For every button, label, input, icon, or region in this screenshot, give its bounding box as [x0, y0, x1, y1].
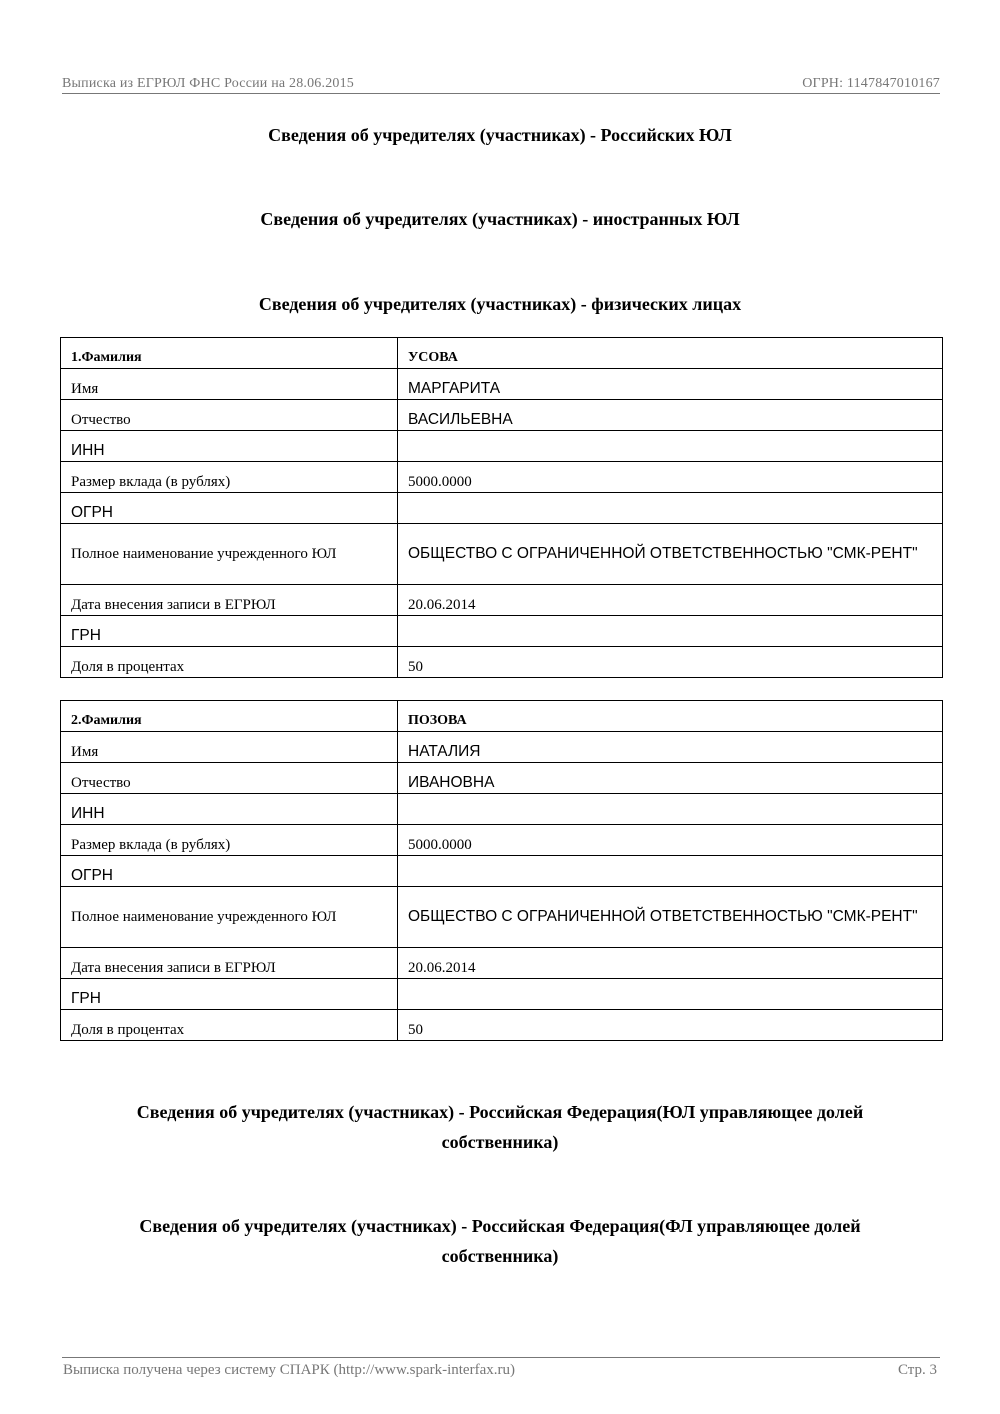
date-value: 20.06.2014: [398, 948, 943, 979]
table-row: [61, 701, 943, 732]
table-row: [61, 400, 943, 431]
contribution-label: Размер вклада (в рублях): [61, 825, 398, 856]
entity-value: ОБЩЕСТВО С ОГРАНИЧЕННОЙ ОТВЕТСТВЕННОСТЬЮ "СМК-РЕНТ": [398, 524, 943, 585]
table-row: [61, 948, 943, 979]
share-value: 50: [398, 1010, 943, 1041]
table-row: [61, 979, 943, 1010]
inn-label: ИНН: [61, 431, 398, 462]
table-row: [61, 493, 943, 524]
table-row: [61, 794, 943, 825]
date-label: Дата внесения записи в ЕГРЮЛ: [61, 585, 398, 616]
section-title-foreign-legal: Сведения об учредителях (участниках) - иностранных ЮЛ: [260, 209, 740, 229]
table-row: [61, 338, 943, 369]
page-number: Стр. 3: [897, 1362, 937, 1378]
table-row: [61, 431, 943, 462]
name-label: Имя: [61, 369, 398, 400]
section-title-rf-person-manager: Сведения об учредителях (участниках) - Российская Федерация(ФЛ управляющее долей собственника): [139, 1216, 861, 1266]
patronymic-label: Отчество: [61, 763, 398, 794]
ogrn-value: [398, 856, 943, 887]
entity-label: Полное наименование учрежденного ЮЛ: [61, 887, 398, 948]
entity-value: ОБЩЕСТВО С ОГРАНИЧЕННОЙ ОТВЕТСТВЕННОСТЬЮ "СМК-РЕНТ": [398, 887, 943, 948]
surname-label: 2.Фамилия: [61, 701, 398, 732]
section-title-rf-legal-manager: Сведения об учредителях (участниках) - Российская Федерация(ЮЛ управляющее долей собственника): [136, 1102, 864, 1152]
date-value: 20.06.2014: [398, 585, 943, 616]
section-title-individuals: Сведения об учредителях (участниках) - физических лицах: [258, 294, 742, 314]
patronymic-value: ИВАНОВНА: [398, 763, 943, 794]
table-row: [61, 1010, 943, 1041]
patronymic-label: Отчество: [61, 400, 398, 431]
share-label: Доля в процентах: [61, 1010, 398, 1041]
page-header: [62, 76, 940, 94]
table-row: [61, 616, 943, 647]
contribution-label: Размер вклада (в рублях): [61, 462, 398, 493]
date-label: Дата внесения записи в ЕГРЮЛ: [61, 948, 398, 979]
surname-value: УСОВА: [398, 338, 943, 369]
name-value: МАРГАРИТА: [398, 369, 943, 400]
name-label: Имя: [61, 732, 398, 763]
share-value: 50: [398, 647, 943, 678]
table-row: [61, 825, 943, 856]
grn-value: [398, 979, 943, 1010]
inn-value: [398, 794, 943, 825]
ogrn-value: [398, 493, 943, 524]
table-row: [61, 524, 943, 585]
footer-source: Выписка получена через систему СПАРК (http://www.spark-interfax.ru): [63, 1362, 515, 1378]
table-row: [61, 887, 943, 948]
patronymic-value: ВАСИЛЬЕВНА: [398, 400, 943, 431]
surname-label: 1.Фамилия: [61, 338, 398, 369]
table-row: [61, 462, 943, 493]
inn-label: ИНН: [61, 794, 398, 825]
founder-table-2: [60, 700, 943, 1041]
contribution-value: 5000.0000: [398, 825, 943, 856]
table-row: [61, 732, 943, 763]
header-title: Выписка из ЕГРЮЛ ФНС России на 28.06.2015: [62, 76, 355, 91]
table-row: [61, 369, 943, 400]
table-row: [61, 856, 943, 887]
table-row: [61, 763, 943, 794]
grn-label: ГРН: [61, 616, 398, 647]
founder-table-1: [60, 337, 943, 678]
name-value: НАТАЛИЯ: [398, 732, 943, 763]
contribution-value: 5000.0000: [398, 462, 943, 493]
header-ogrn: ОГРН: 1147847010167: [802, 76, 940, 91]
table-row: [61, 647, 943, 678]
ogrn-label: ОГРН: [61, 493, 398, 524]
share-label: Доля в процентах: [61, 647, 398, 678]
footer-divider: [62, 1357, 940, 1358]
entity-label: Полное наименование учрежденного ЮЛ: [61, 524, 398, 585]
ogrn-label: ОГРН: [61, 856, 398, 887]
surname-value: ПОЗОВА: [398, 701, 943, 732]
grn-value: [398, 616, 943, 647]
grn-label: ГРН: [61, 979, 398, 1010]
section-title-ru-legal: Сведения об учредителях (участниках) - Российских ЮЛ: [268, 125, 732, 145]
table-row: [61, 585, 943, 616]
inn-value: [398, 431, 943, 462]
